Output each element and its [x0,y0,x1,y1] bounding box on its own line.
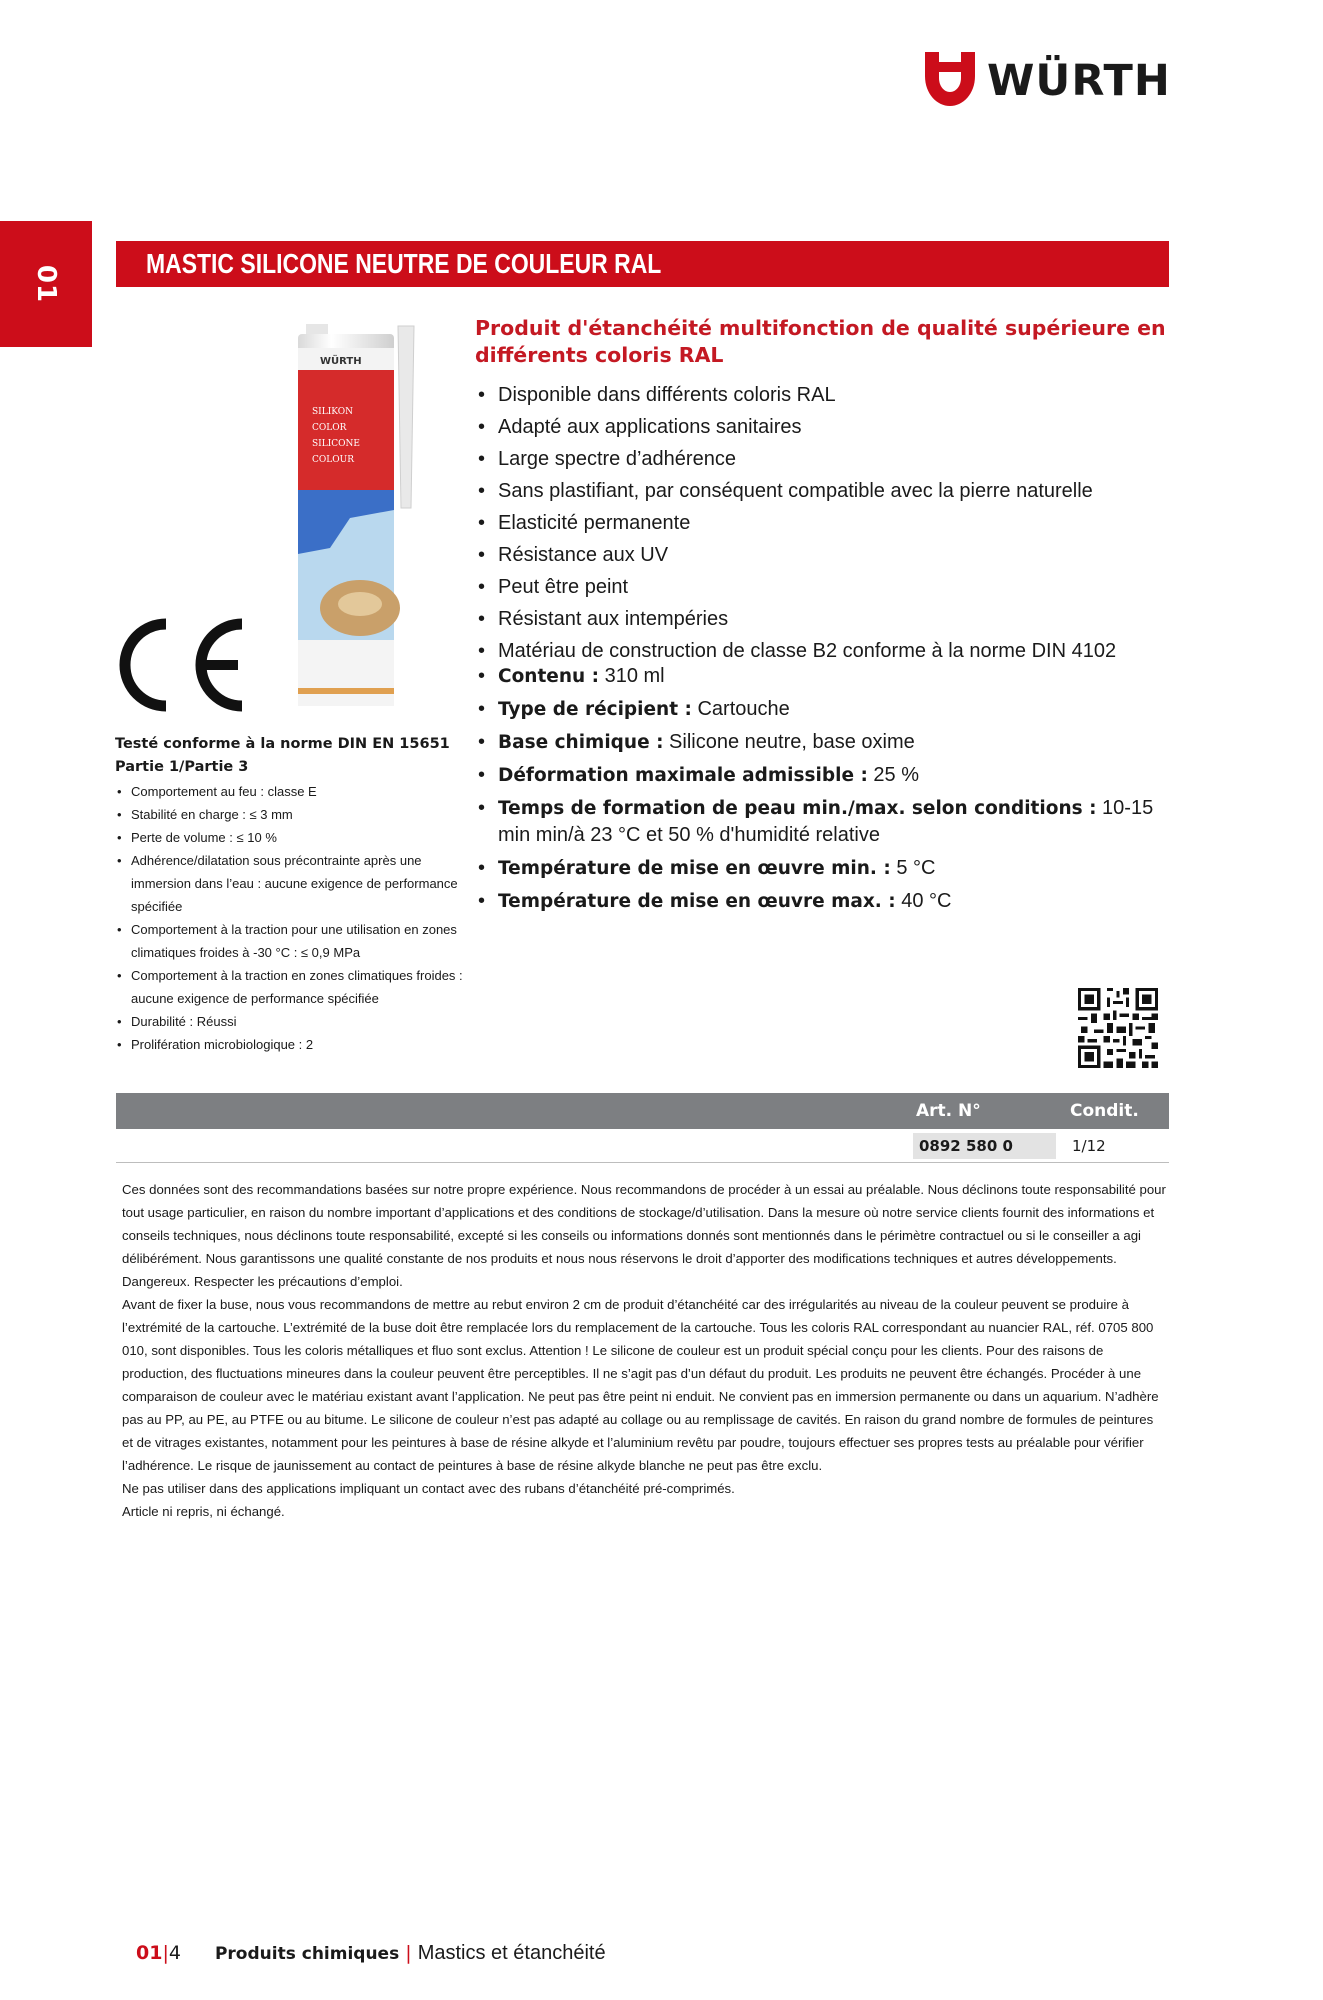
feature-item: • Sans plastifiant, par conséquent compatible avec la pierre naturelle [475,475,1175,507]
spec-label: Type de récipient : [498,699,692,720]
list-item: • Adhérence/dilatation sous précontrainte après une immersion dans l’eau : aucune exigence de performance spécifiée [115,849,475,918]
footer-subcategory: Mastics et étanchéité [417,1942,606,1964]
feature-list [475,379,1175,667]
column-header-art: Art. N° [916,1101,981,1121]
disclaimer-paragraph: Dangereux. Respecter les précautions d’emploi. [122,1274,403,1289]
feature-item: • Résistance aux UV [475,539,1175,571]
article-number[interactable]: 0892 580 0 [913,1133,1056,1159]
footer-category: Produits chimiques [214,1944,400,1964]
spec-label: Température de mise en œuvre min. : [498,858,891,879]
disclaimer-paragraph: Article ni repris, ni échangé. [122,1504,285,1519]
feature-item: • Matériau de construction de classe B2 conforme à la norme DIN 4102 [475,635,1175,667]
spec-label: Temps de formation de peau min./max. selon conditions : [498,798,1097,819]
qr-code-icon[interactable] [1078,988,1158,1068]
spec-value: 40 °C [895,890,952,912]
footer-section-number: 01 [136,1942,163,1964]
feature-item: • Large spectre d’adhérence [475,443,1175,475]
spec-item-chemical-base [475,729,1175,756]
disclaimer-text [122,1178,1167,1523]
spec-item-content [475,663,1175,690]
disclaimer-paragraph: Ces données sont des recommandations basées sur notre propre expérience. Nous recommandons de procéder à un essai au préalable. Nous déclinons toute responsabilité pour tout usage particulier, en raison du nombre important d’applications et des conditions de stockage/d’utilisation. Dans la mesure où notre service clients fournit des informations et conseils techniques, nous déclinons toute responsabilité, excepté si les conseils ou informations donnés sont mentionnés dans le périmètre contractuel ou si le conseiller a agi délibérément. Nous garantissons une qualité constante de nos produits et nous nous réservons le droit d’apporter des modifications techniques et autres développements. [122,1182,1166,1266]
list-item: • Prolifération microbiologique : 2 [115,1033,475,1056]
footer-separator: | [162,1942,169,1964]
list-item: • Comportement à la traction pour une utilisation en zones climatiques froides à -30 °C : ≤ 0,9 MPa [115,918,475,964]
spec-item-temp-min [475,855,1175,882]
brand-name: WÜRTH [987,56,1171,106]
spec-value: Cartouche [691,698,790,720]
spec-item-temp-max [475,888,1175,915]
spec-value: 5 °C [890,857,936,879]
spec-value: Silicone neutre, base oxime [663,731,915,753]
feature-item: • Adapté aux applications sanitaires [475,411,1175,443]
spec-label: Déformation maximale admissible : [498,765,868,786]
table-row [116,1129,1169,1163]
spec-label: Température de mise en œuvre max. : [498,891,896,912]
article-table [116,1093,1169,1163]
spec-item-container [475,696,1175,723]
list-item: • Perte de volume : ≤ 10 % [115,826,475,849]
spec-value: 25 % [867,764,920,786]
feature-item: • Elasticité permanente [475,507,1175,539]
cartridge-brand-text: WÜRTH [320,356,362,367]
spec-list [475,663,1175,921]
spec-item-skin-time [475,795,1175,849]
spec-label: Contenu : [498,666,600,687]
product-title: MASTIC SILICONE NEUTRE DE COULEUR RAL [146,248,662,279]
chapter-tab [0,221,92,347]
footer-page-number: 4 [168,1942,181,1964]
norm-spec-list [115,780,475,1056]
disclaimer-paragraph: Ne pas utiliser dans des applications impliquant un contact avec des rubans d’étanchéité pré-comprimés. [122,1481,735,1496]
product-cartridge-image [290,318,430,708]
wurth-logo [925,52,1170,108]
list-item: • Stabilité en charge : ≤ 3 mm [115,803,475,826]
page-footer [136,1938,606,1968]
spec-label: Base chimique : [498,732,664,753]
product-title-bar [116,241,1169,287]
spec-value: 310 ml [599,665,665,687]
disclaimer-paragraph: Avant de fixer la buse, nous vous recommandons de mettre au rebut environ 2 cm de produit d’étanchéité car des irrégularités au niveau de la couleur peuvent se produire à l’extrémité de la cartouche. L’extrémité de la buse doit être remplacée lors du remplacement de la cartouche. Tous les coloris RAL correspondant au nuancier RAL, réf. 0705 800 010, sont disponibles. Tous les coloris métalliques et fluo sont exclus. Attention ! Le silicone de couleur est un produit spécial conçu pour les clients. Pour des raisons de production, des fluctuations mineures dans la couleur peuvent être perceptibles. Il ne s’agit pas d’un défaut du produit. Les produits ne peuvent être échangés. Procéder à une comparaison de couleur avec le matériau existant avant l’application. Ne peut pas être peint ni enduit. Ne convient pas en immersion permanente ou dans un aquarium. N’adhère pas au PP, au PE, au PTFE ou au bitume. Le silicone de couleur n’est pas adapté au collage ou au remplissage de cavités. En raison du grand nombre de formules de peintures et de vitrages existantes, notamment pour les peintures à base de résine alkyde et l’aluminium revêtu par poudre, toujours effectuer ses propres tests au préalable pour vérifier l’adhérence. Le risque de jaunissement au contact de peintures à base de résine alkyde blanche ne peut pas être exclu. [122,1297,1159,1473]
article-table-header [116,1093,1169,1129]
feature-item: • Résistant aux intempéries [475,603,1175,635]
spec-value: 10-15 min min/à 23 °C et 50 % d'humidité relative [498,797,1154,846]
feature-item: • Disponible dans différents coloris RAL [475,379,1175,411]
product-subtitle: Produit d'étanchéité multifonction de qualité supérieure en différents coloris RAL [475,316,1166,367]
wurth-logo-mark-icon [925,52,975,106]
article-packaging: 1/12 [1072,1137,1106,1155]
feature-item: • Peut être peint [475,571,1175,603]
list-item: • Durabilité : Réussi [115,1010,475,1033]
column-header-cond: Condit. [1070,1101,1139,1121]
norm-heading: Testé conforme à la norme DIN EN 15651 Partie 1/Partie 3 [115,736,450,775]
cartridge-label-text: SILIKON COLOR SILICONE COLOUR [312,407,360,465]
ce-mark-icon [118,618,250,712]
footer-category-separator: | [399,1942,418,1964]
list-item: • Comportement au feu : classe E [115,780,475,803]
spec-item-deformation [475,762,1175,789]
list-item: • Comportement à la traction en zones climatiques froides : aucune exigence de performance spécifiée [115,964,475,1010]
chapter-tab-label: 01 [31,264,61,304]
